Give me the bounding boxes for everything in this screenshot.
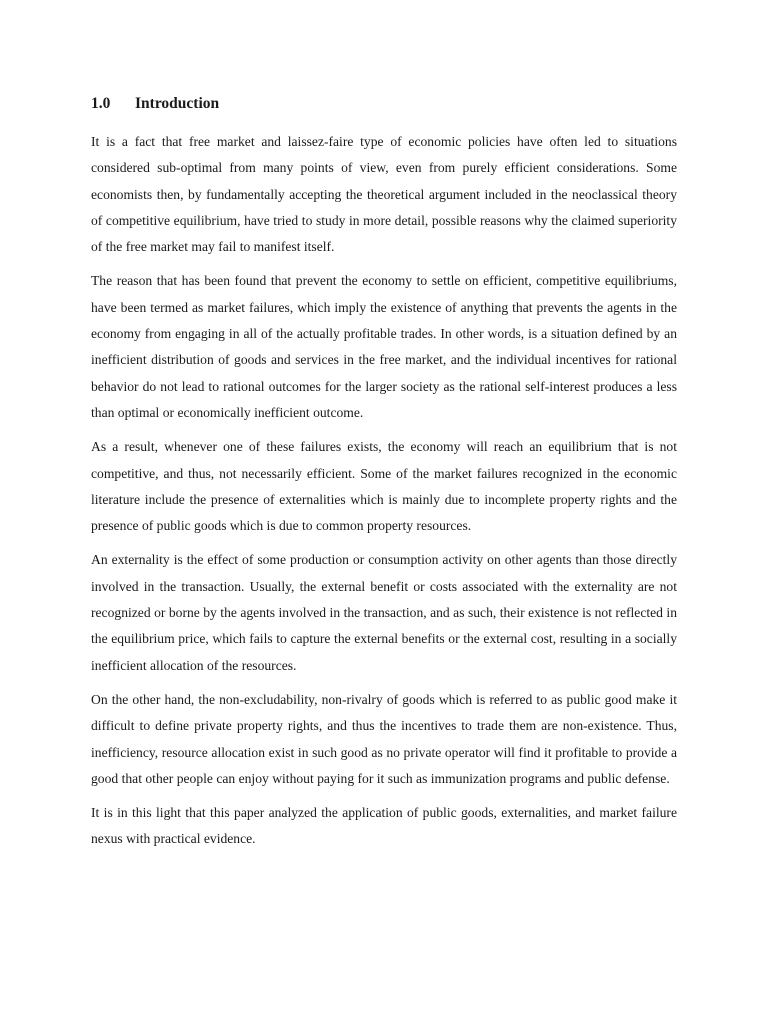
section-title: Introduction xyxy=(135,95,220,112)
paragraph-5: On the other hand, the non-excludability, non-rivalry of goods which is referred to as public good make it difficult to define private property rights, and thus the incentives to trade them are non-existence. Thus, inefficiency, resource allocation exist in such good as no private operator will find it profitable to provide a good that other people can enjoy without paying for it such as immunization programs and public defense. xyxy=(91,691,677,786)
section-number: 1.0 xyxy=(91,95,111,112)
paragraph-1: It is a fact that free market and laissez-faire type of economic policies have often led to situations considered sub-optimal from many points of view, even from purely efficient considerations. Some economists then, by fundamentally accepting the theoretical argument included in the neoclassical theory of competitive equilibrium, have tried to study in more detail, possible reasons why the claimed superiority of the free market may fail to manifest itself. xyxy=(91,134,677,255)
paragraph-3: As a result, whenever one of these failures exists, the economy will reach an equilibrium that is not competitive, and thus, not necessarily efficient. Some of the market failures recognized in the economic literature include the presence of externalities which is mainly due to incomplete property rights and the presence of public goods which is due to common property resources. xyxy=(91,439,677,534)
paragraph-4: An externality is the effect of some production or consumption activity on other agents than those directly involved in the transaction. Usually, the external benefit or costs associated with the externality are not recognized or borne by the agents involved in the transaction, and as such, their existence is not reflected in the equilibrium price, which fails to capture the external benefits or the external cost, resulting in a socially inefficient allocation of the resources. xyxy=(91,552,677,673)
paragraph-6: It is in this light that this paper analyzed the application of public goods, externalities, and market failure nexus with practical evidence. xyxy=(91,805,677,847)
section-heading xyxy=(91,94,677,114)
document-body xyxy=(91,94,677,861)
paragraph-2: The reason that has been found that prevent the economy to settle on efficient, competitive equilibriums, have been termed as market failures, which imply the existence of anything that prevents the agents in the economy from engaging in all of the actually profitable trades. In other words, is a situation defined by an inefficient distribution of goods and services in the free market, and the individual incentives for rational behavior do not lead to rational outcomes for the larger society as the rational self-interest produces a less than optimal or economically inefficient outcome. xyxy=(91,273,677,420)
